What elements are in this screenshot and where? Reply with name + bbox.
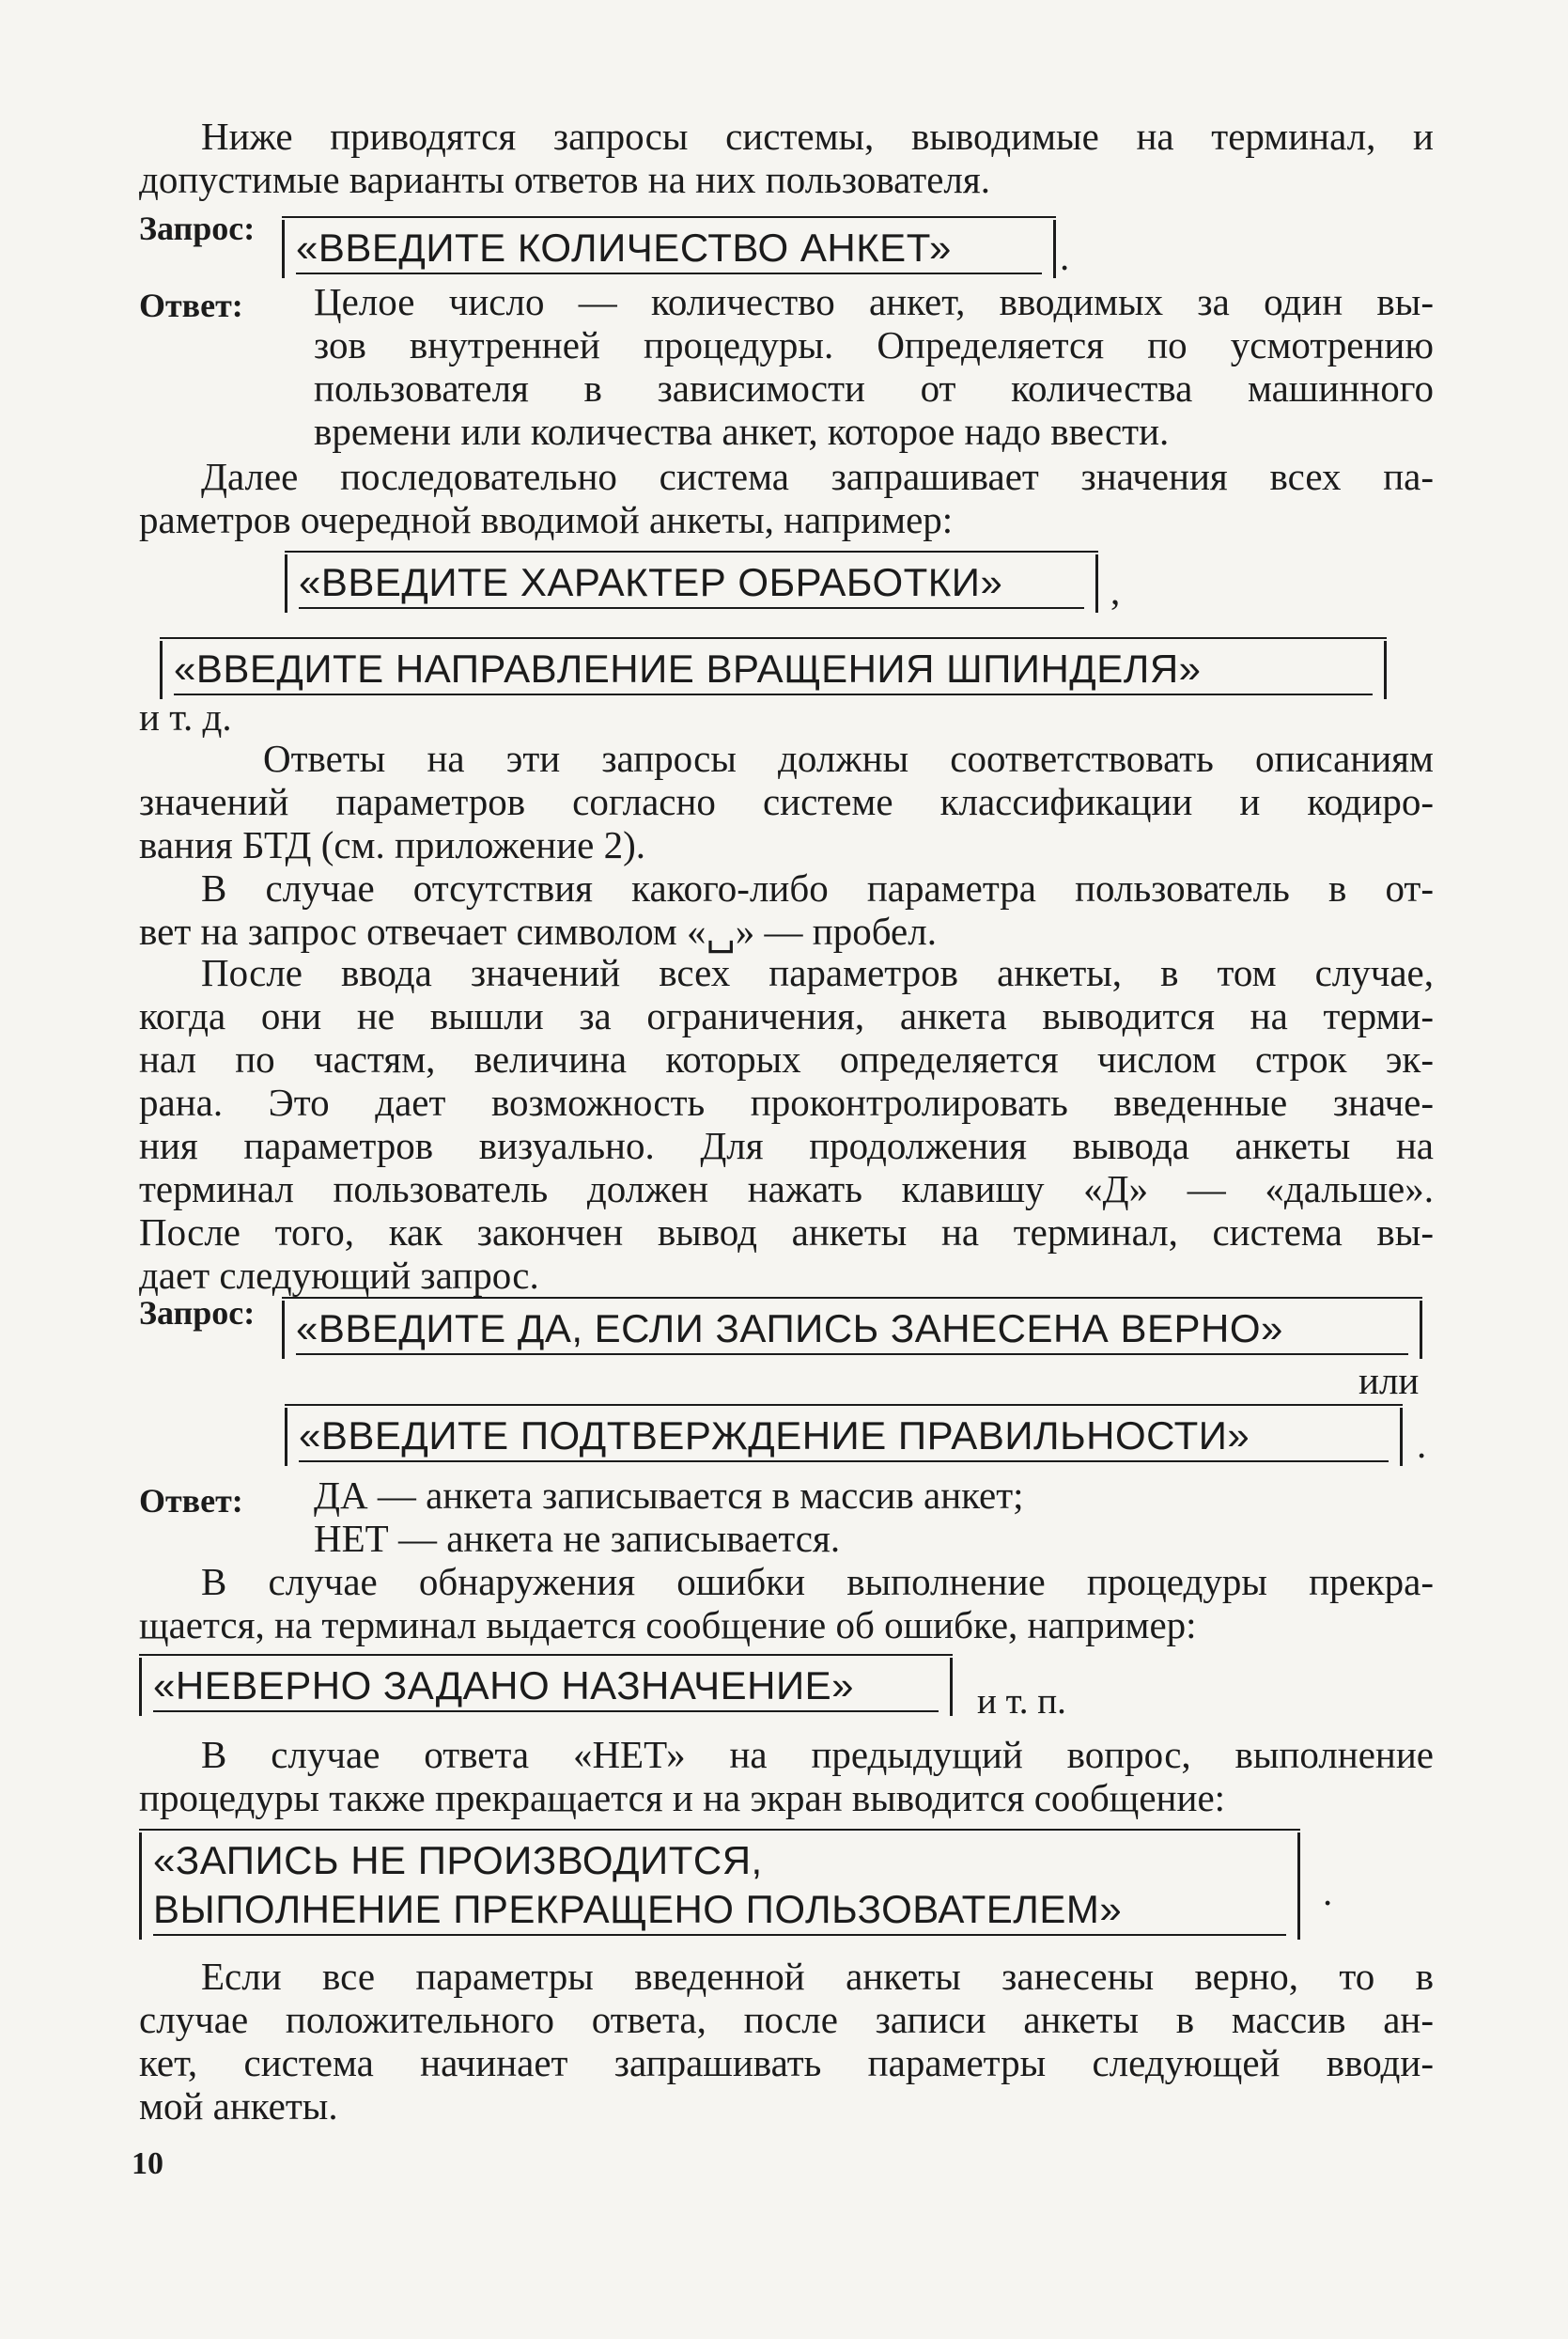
paragraph: [139, 1733, 1434, 1819]
system-prompt-box: [282, 220, 1056, 278]
request-label: Запрос:: [139, 1294, 256, 1332]
punctuation: ,: [1110, 569, 1121, 613]
text-line: рана. Это дает возможность проконтролировать введенные значе-: [139, 1081, 1434, 1124]
paragraph: [139, 1955, 1434, 2128]
text-line: вания БТД (см. приложение 2).: [139, 823, 646, 866]
text-line: После ввода значений всех параметров анкеты, в том случае,: [201, 951, 1434, 994]
answer-label: Ответ:: [139, 287, 243, 324]
or-text: или: [1358, 1359, 1420, 1402]
text-line: времени или количества анкет, которое надо ввести.: [314, 410, 1170, 453]
system-prompt-box: [282, 1301, 1422, 1359]
text-line: допустимые варианты ответов на них пользователя.: [139, 158, 990, 201]
text-line: когда они не вышли за ограничения, анкета выводится на терми-: [139, 994, 1434, 1037]
punctuation: .: [1323, 1870, 1333, 1913]
paragraph: [139, 737, 1434, 866]
answer-label: Ответ:: [139, 1482, 243, 1520]
etc-text: и т. п.: [977, 1681, 1066, 1722]
prompt-text: ВЫПОЛНЕНИЕ ПРЕКРАЩЕНО ПОЛЬЗОВАТЕЛЕМ»: [153, 1885, 1286, 1936]
intro-paragraph: [139, 115, 1434, 201]
system-prompt-box: [285, 554, 1098, 613]
prompt-text: «НЕВЕРНО ЗАДАНО НАЗНАЧЕНИЕ»: [153, 1661, 939, 1712]
text-line: Ниже приводятся запросы системы, выводимые на терминал, и: [201, 115, 1434, 158]
system-prompt-box: [160, 641, 1387, 699]
text-line: терминал пользователь должен нажать клавишу «Д» — «дальше».: [139, 1167, 1434, 1210]
text-line: Целое число — количество анкет, вводимых за один вы-: [314, 280, 1434, 323]
paragraph: [139, 866, 1434, 953]
punctuation: .: [1060, 235, 1070, 278]
paragraph: [139, 951, 1434, 1297]
punctuation: .: [1417, 1423, 1427, 1466]
text-line: НЕТ — анкета не записывается.: [314, 1517, 841, 1560]
text-line: В случае ответа «НЕТ» на предыдущий вопрос, выполнение: [201, 1733, 1434, 1776]
text-line: После того, как закончен вывод анкеты на терминал, система вы-: [139, 1210, 1434, 1254]
etc-text: и т. д.: [139, 695, 232, 739]
text-line: Ответы на эти запросы должны соответствовать описаниям: [263, 737, 1434, 780]
system-prompt-box: [139, 1832, 1300, 1940]
prompt-text: «ВВЕДИТЕ ПОДТВЕРЖДЕНИЕ ПРАВИЛЬНОСТИ»: [299, 1411, 1389, 1462]
system-prompt-box: [285, 1408, 1403, 1466]
text-line: процедуры также прекращается и на экран выводится сообщение:: [139, 1776, 1226, 1819]
system-prompt-box: [139, 1658, 953, 1716]
page-number: 10: [132, 2146, 163, 2181]
prompt-text: «ВВЕДИТЕ НАПРАВЛЕНИЕ ВРАЩЕНИЯ ШПИНДЕЛЯ»: [174, 645, 1373, 695]
text-line: кет, система начинает запрашивать параметры следующей вводи-: [139, 2041, 1434, 2084]
text-line: зов внутренней процедуры. Определяется по усмотрению: [314, 323, 1434, 366]
paragraph: [139, 455, 1434, 541]
text-line: ния параметров визуально. Для продолжения вывода анкеты на: [139, 1124, 1434, 1167]
request-label: Запрос:: [139, 210, 256, 247]
text-line: случае положительного ответа, после записи анкеты в массив ан-: [139, 1998, 1434, 2041]
text-line: мой анкеты.: [139, 2084, 338, 2128]
text-line: вет на запрос отвечает символом «␣» — пробел.: [139, 910, 937, 953]
text-line: нал по частям, величина которых определяется числом строк эк-: [139, 1037, 1434, 1081]
text-line: В случае отсутствия какого-либо параметра пользователь в от-: [201, 866, 1434, 910]
paragraph: [139, 1560, 1434, 1646]
text-line: ДА — анкета записывается в массив анкет;: [314, 1474, 1024, 1517]
text-line: В случае обнаружения ошибки выполнение процедуры прекра-: [201, 1560, 1434, 1603]
text-line: щается, на терминал выдается сообщение об ошибке, например:: [139, 1603, 1197, 1646]
text-line: значений параметров согласно системе классификации и кодиро-: [139, 780, 1434, 823]
prompt-text: «ЗАПИСЬ НЕ ПРОИЗВОДИТСЯ,: [153, 1838, 763, 1882]
text-line: раметров очередной вводимой анкеты, например:: [139, 498, 954, 541]
prompt-text: «ВВЕДИТЕ КОЛИЧЕСТВО АНКЕТ»: [296, 224, 1042, 274]
text-line: Далее последовательно система запрашивает значения всех па-: [201, 455, 1434, 498]
text-line: пользователя в зависимости от количества машинного: [314, 366, 1434, 410]
answer-paragraph: [314, 1474, 1253, 1560]
prompt-text: «ВВЕДИТЕ ХАРАКТЕР ОБРАБОТКИ»: [299, 558, 1084, 609]
answer-paragraph: [314, 280, 1434, 453]
text-line: дает следующий запрос.: [139, 1254, 539, 1297]
text-line: Если все параметры введенной анкеты занесены верно, то в: [201, 1955, 1434, 1998]
prompt-text: «ВВЕДИТЕ ДА, ЕСЛИ ЗАПИСЬ ЗАНЕСЕНА ВЕРНО»: [296, 1304, 1408, 1355]
